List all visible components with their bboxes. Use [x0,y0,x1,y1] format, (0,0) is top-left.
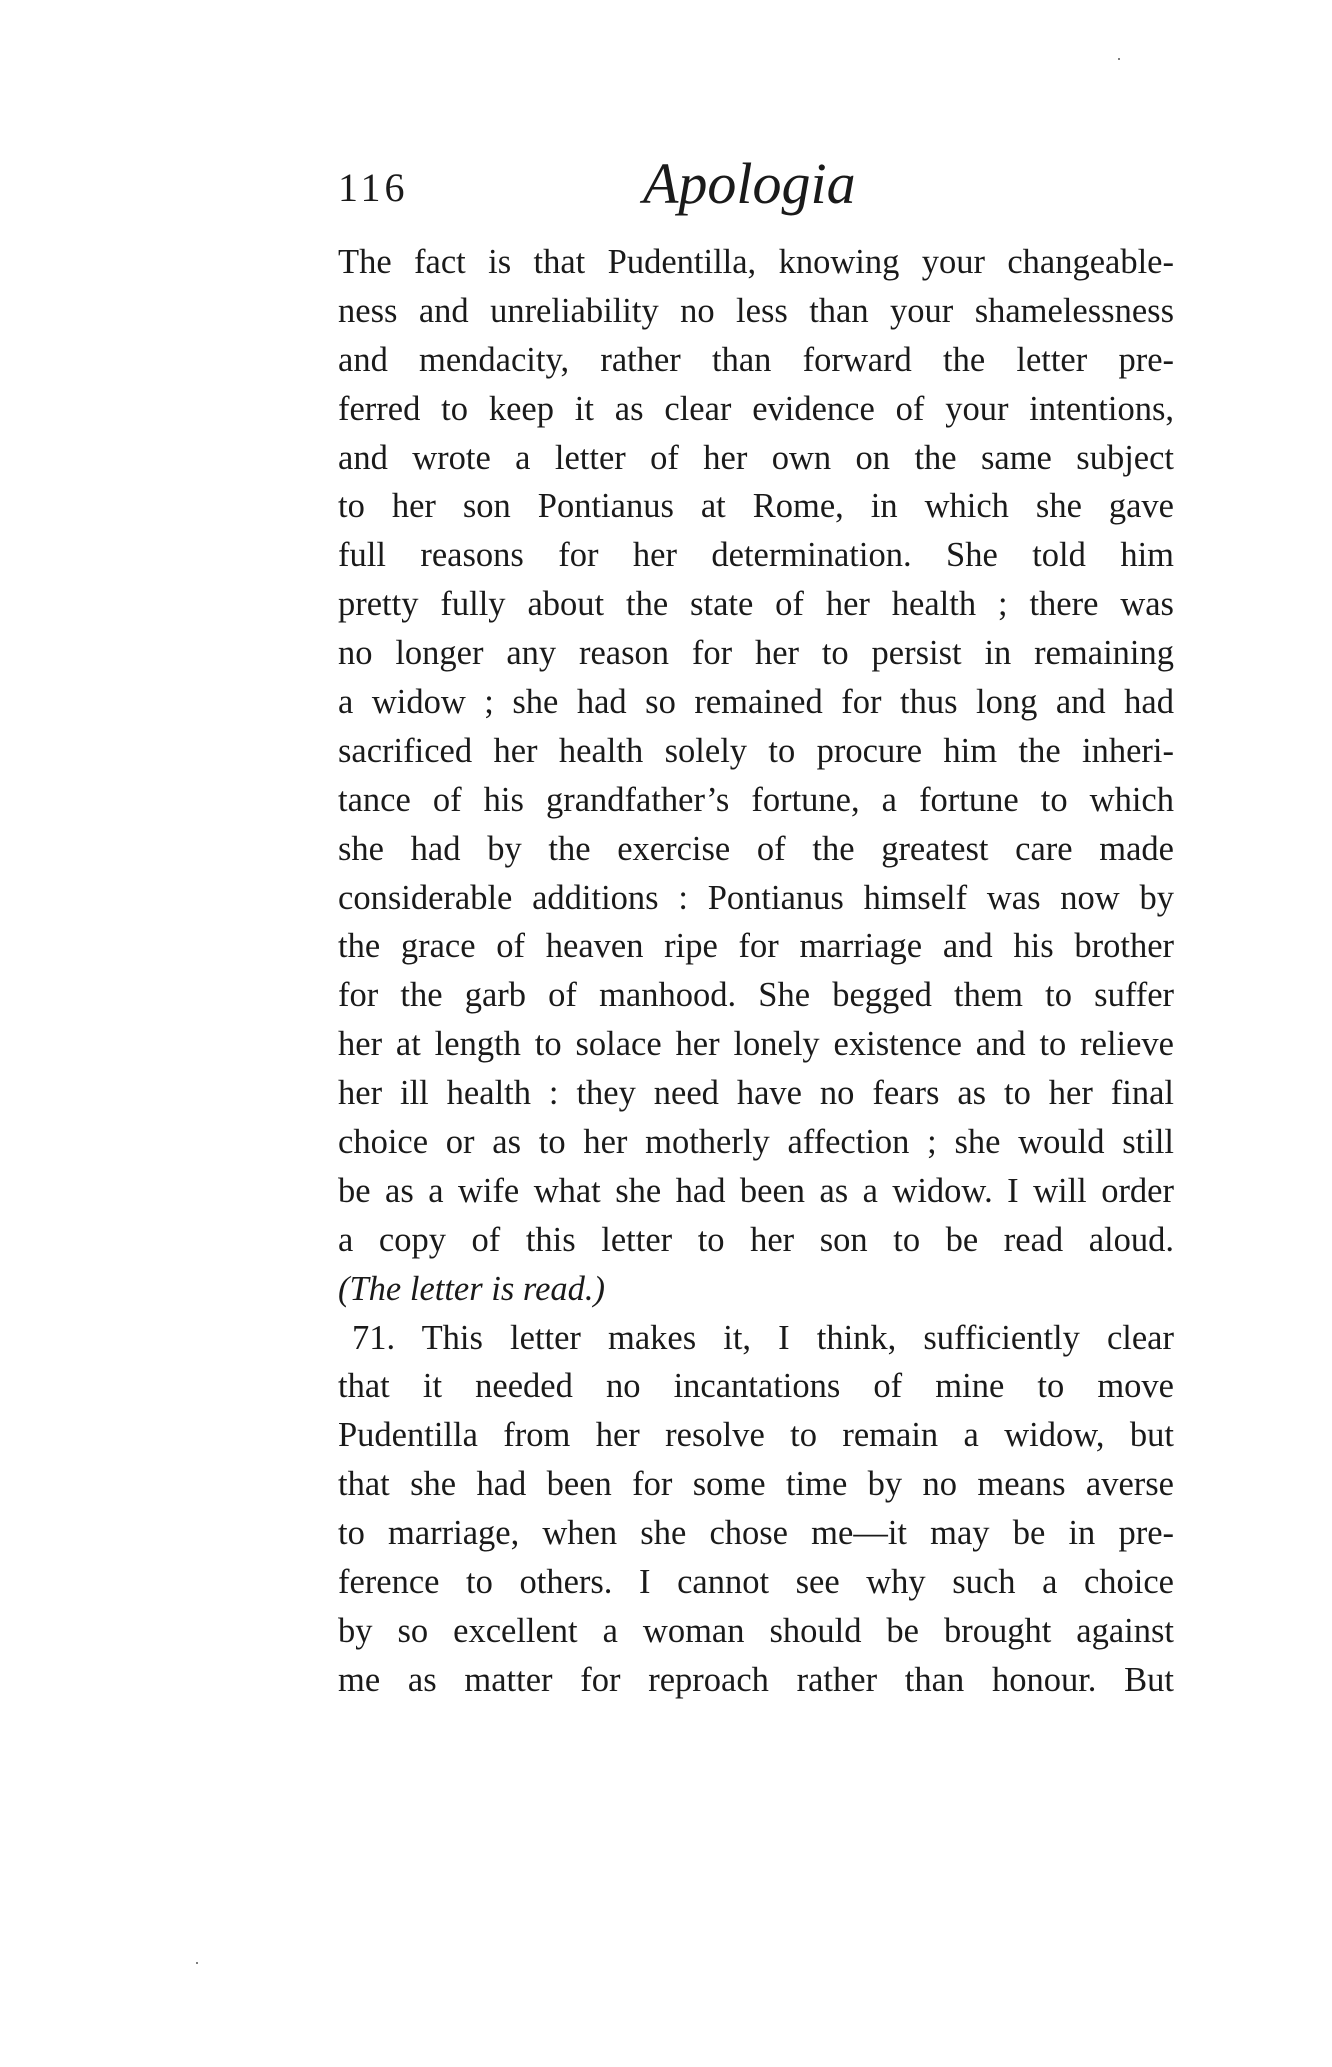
text-line: to her son Pontianus at Rome, in which she gave [338,487,1174,526]
text-line: full reasons for her determination. She told him [338,536,1174,575]
body-text [338,238,1174,1705]
section-line: ference to others. I cannot see why such a choice [338,1563,1174,1602]
section-line: This letter makes it, I think, sufficiently clear [421,1318,1174,1357]
text-line: her ill health : they need have no fears as to her final [338,1074,1174,1113]
text-line: and mendacity, rather than forward the letter pre- [338,340,1174,379]
section-line: that it needed no incantations of mine to move [338,1367,1174,1406]
section-line: me as matter for reproach rather than honour. But [338,1660,1174,1699]
section-line: to marriage, when she chose me—it may be in pre- [338,1514,1174,1553]
paper-speck [196,1962,198,1964]
section-first-line [338,1314,1174,1363]
text-line: pretty fully about the state of her health ; there was [338,585,1174,624]
text-line: choice or as to her motherly affection ; she would still [338,1123,1174,1162]
running-title: Apologia [643,151,856,216]
section-line: by so excellent a woman should be brought against [338,1611,1174,1650]
text-line: no longer any reason for her to persist in remaining [338,634,1174,673]
text-line: sacrificed her health solely to procure him the inheri- [338,731,1174,770]
section-number: 71. [352,1318,396,1357]
text-line: ness and unreliability no less than your shamelessness [338,291,1174,330]
text-line: considerable additions : Pontianus himself was now by [338,878,1174,917]
page-header [338,150,1178,230]
text-line: the grace of heaven ripe for marriage and his brother [338,927,1174,966]
text-line: for the garb of manhood. She begged them to suffer [338,976,1174,1015]
paper-speck [1118,58,1120,60]
text-line: a copy of this letter to her son to be read aloud. [338,1220,1174,1259]
text-line: ferred to keep it as clear evidence of your intentions, [338,389,1174,428]
text-line: a widow ; she had so remained for thus long and had [338,683,1174,722]
section-line: that she had been for some time by no means averse [338,1465,1174,1504]
text-line: and wrote a letter of her own on the same subject [338,438,1174,477]
page-number: 116 [338,165,409,210]
text-line: tance of his grandfather’s fortune, a fortune to which [338,780,1174,819]
text-line: be as a wife what she had been as a widow. I will order [338,1171,1174,1210]
text-line: The fact is that Pudentilla, knowing your changeable- [338,243,1174,281]
text-line: her at length to solace her lonely existence and to relieve [338,1025,1174,1064]
section-line: Pudentilla from her resolve to remain a widow, but [338,1416,1174,1455]
text-line: she had by the exercise of the greatest care made [338,829,1174,868]
stage-direction: (The letter is read.) [338,1269,606,1308]
